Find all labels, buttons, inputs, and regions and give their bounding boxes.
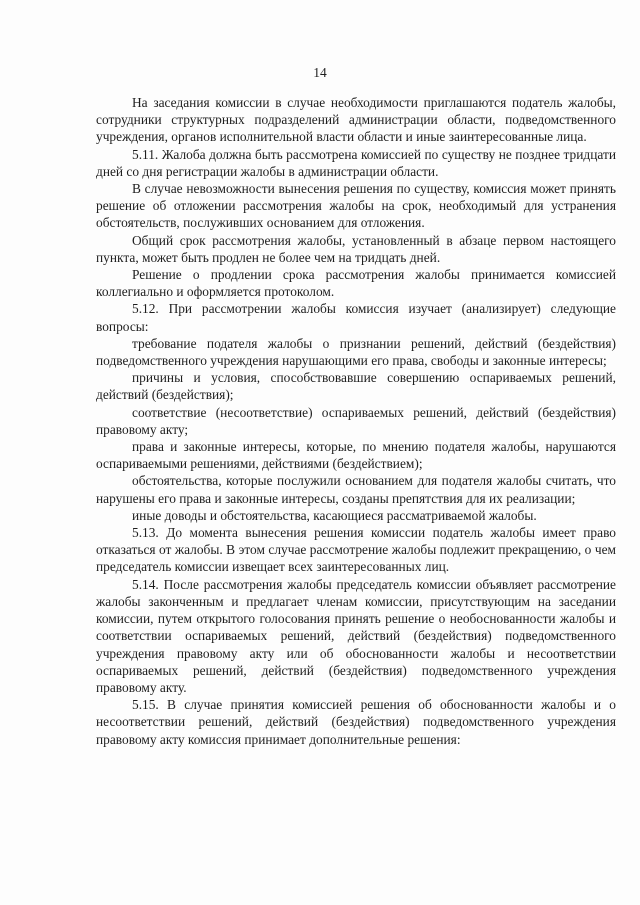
paragraph-extension-term: Общий срок рассмотрения жалобы, установленный в абзаце первом настоящего пункта, может быть продлен не более чем на тридцать дней. bbox=[96, 232, 616, 265]
list-item-rights: права и законные интересы, которые, по мнению подателя жалобы, нарушаются оспариваемыми решениями, действиями (бездействием); bbox=[96, 439, 616, 472]
list-item-circumstances: обстоятельства, которые послужили основанием для подателя жалобы считать, что нарушены его права и законные интересы, созданы препятствия для их реализации; bbox=[96, 473, 616, 506]
paragraph-extension-decision: Решение о продлении срока рассмотрения жалобы принимается комиссией коллегиально и оформляется протоколом. bbox=[96, 267, 616, 300]
paragraph-5-14: 5.14. После рассмотрения жалобы председатель комиссии объявляет рассмотрение жалобы законченным и предлагает членам комиссии, присутствующим на заседании комиссии, путем открытого голосования принять решение о необоснованности жалобы и соответствии оспариваемых решений, действий (бездействия) подведомственного учреждения правовому акту или об обоснованности жалобы и несоответствии оспариваемых решений, действий (бездействия) подведомственного учреждения правовому акту. bbox=[96, 576, 616, 695]
paragraph-5-12: 5.12. При рассмотрении жалобы комиссия изучает (анализирует) следующие вопросы: bbox=[96, 301, 616, 334]
list-item-causes: причины и условия, способствовавшие совершению оспариваемых решений, действий (бездействия); bbox=[96, 370, 616, 403]
list-item-requirement: требование подателя жалобы о признании решений, действий (бездействия) подведомственного учреждения нарушающими его права, свободы и законные интересы; bbox=[96, 335, 616, 369]
paragraph-5-11: 5.11. Жалоба должна быть рассмотрена комиссией по существу не позднее тридцати дней со дня регистрации жалобы в администрации области. bbox=[96, 146, 616, 179]
list-item-compliance: соответствие (несоответствие) оспариваемых решений, действий (бездействия) правовому акту; bbox=[96, 404, 616, 437]
paragraph-5-15: 5.15. В случае принятия комиссией решения об обоснованности жалобы и о несоответствии решений, действий (бездействия) подведомственного учреждения правовому акту комиссия принимает дополнительные решения: bbox=[96, 697, 616, 747]
list-item-other-arguments: иные доводы и обстоятельства, касающиеся рассматриваемой жалобы. bbox=[132, 507, 537, 523]
page-number: 14 bbox=[313, 65, 327, 80]
paragraph-postponement: В случае невозможности вынесения решения по существу, комиссия может принять решение об отложении рассмотрения жалобы на срок, необходимый для устранения обстоятельств, послуживших основанием для отложения. bbox=[96, 181, 616, 231]
document-body bbox=[96, 94, 616, 748]
paragraph-5-13: 5.13. До момента вынесения решения комиссии податель жалобы имеет право отказаться от жалобы. В этом случае рассмотрение жалобы подлежит прекращению, о чем председатель комиссии извещает всех заинтересованных лиц. bbox=[96, 525, 616, 575]
paragraph-invited-persons: На заседания комиссии в случае необходимости приглашаются податель жалобы, сотрудники структурных подразделений администрации области, подведомственного учреждения, органов исполнительной власти области и иные заинтересованные лица. bbox=[96, 95, 616, 145]
